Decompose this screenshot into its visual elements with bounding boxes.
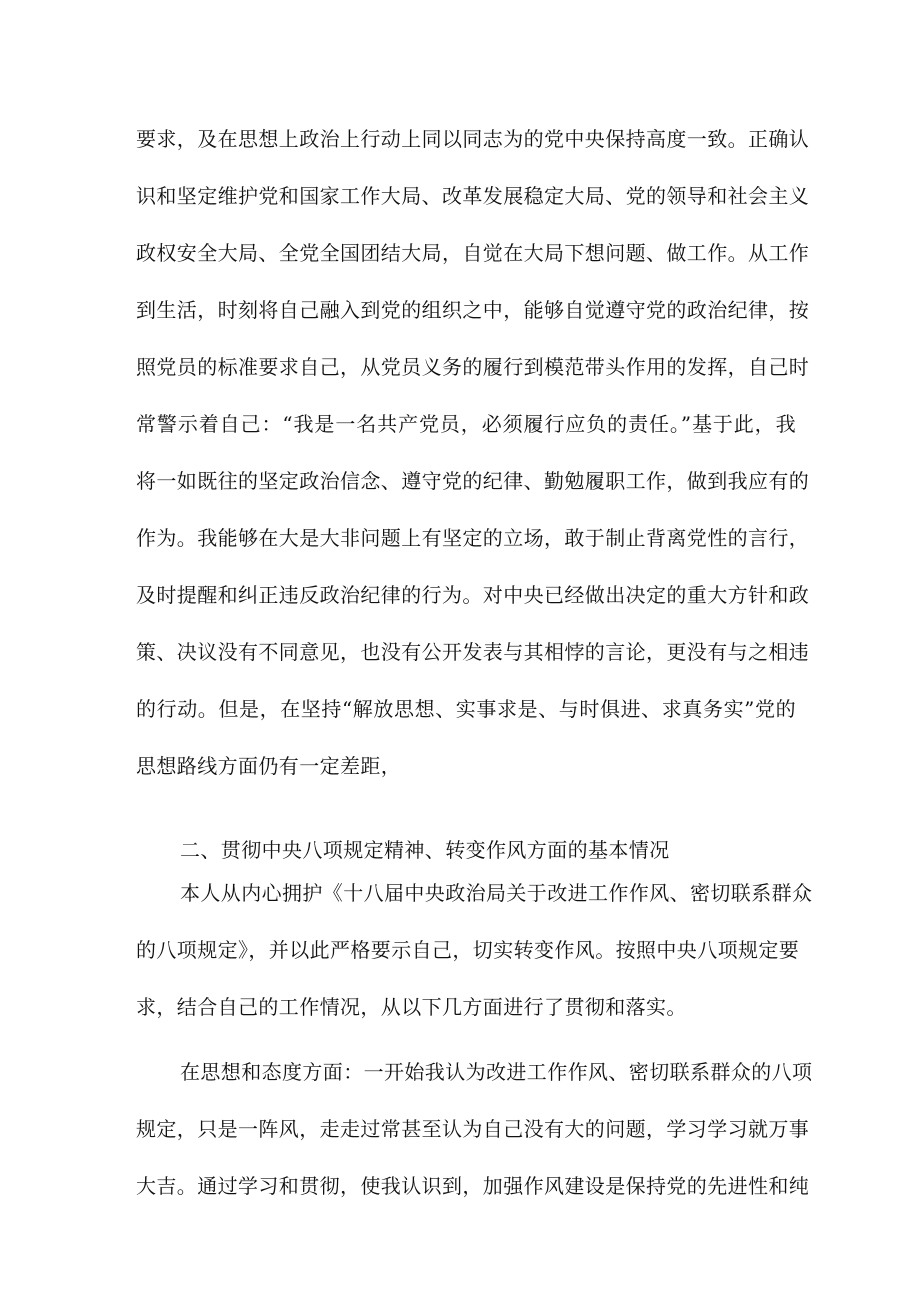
- paragraph-1-line: 照党员的标准要求自己，从党员义务的履行到模范带头作用的发挥，自己时: [136, 355, 810, 379]
- paragraph-1-line: 作为。我能够在大是大非问题上有坚定的立场，敢于制止背离党性的言行，: [136, 526, 810, 550]
- paragraph-1-line: 常警示着自己：“我是一名共产党员，必须履行应负的责任。”基于此，我: [136, 412, 796, 436]
- paragraph-1-line: 将一如既往的坚定政治信念、遵守党的纪律、勤勉履职工作，做到我应有的: [136, 469, 810, 493]
- paragraph-3-line: 大吉。通过学习和贯彻，使我认识到，加强作风建设是保持党的先进性和纯: [136, 1174, 810, 1198]
- paragraph-1-line: 策、决议没有不同意见，也没有公开发表与其相悖的言论，更没有与之相违: [136, 640, 810, 664]
- paragraph-1-line: 识和坚定维护党和国家工作大局、改革发展稳定大局、党的领导和社会主义: [136, 184, 810, 208]
- paragraph-3-line: 规定，只是一阵风，走走过常甚至认为自己没有大的问题，学习学习就万事: [136, 1117, 810, 1141]
- paragraph-2-line: 的八项规定》，并以此严格要示自己，切实转变作风。按照中央八项规定要: [136, 938, 800, 962]
- paragraph-1-line: 思想路线方面仍有一定差距，: [136, 754, 402, 778]
- paragraph-3-line: 在思想和态度方面：一开始我认为改进工作作风、密切联系群众的八项: [180, 1060, 813, 1084]
- paragraph-1-line: 要求，及在思想上政治上行动上同以同志为的党中央保持高度一致。正确认: [136, 127, 810, 151]
- paragraph-1-line: 到生活，时刻将自己融入到党的组织之中，能够自觉遵守党的政治纪律，按: [136, 298, 810, 322]
- paragraph-2-line: 本人从内心拥护《十八届中央政治局关于改进工作作风、密切联系群众: [180, 881, 813, 905]
- paragraph-2-line: 求，结合自己的工作情况，从以下几方面进行了贯彻和落实。: [136, 995, 687, 1019]
- paragraph-1-line: 政权安全大局、全党全国团结大局，自觉在大局下想问题、做工作。从工作: [136, 241, 810, 265]
- paragraph-1-line: 及时提醒和纠正违反政治纪律的行为。对中央已经做出决定的重大方针和政: [136, 583, 810, 607]
- section-heading: 二、贯彻中央八项规定精神、转变作风方面的基本情况: [180, 838, 670, 862]
- paragraph-1-line: 的行动。但是，在坚持“解放思想、实事求是、与时俱进、求真务实”党的: [136, 697, 796, 721]
